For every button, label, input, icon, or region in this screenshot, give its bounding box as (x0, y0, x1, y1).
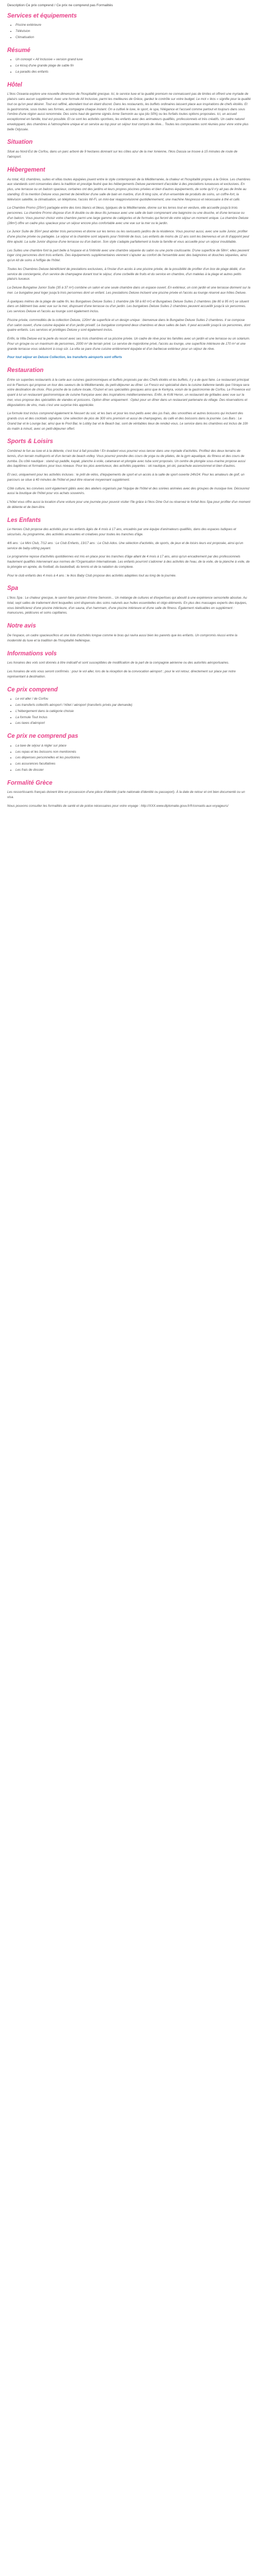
restauration-paragraph: Entre six superbes restaurants à la carte aux cuisines gastronomiques et buffets proposés par des Chefs étoilés et les buffets, il y a de quoi faire. Le restaurant principal est le Flavours qui propose un tour des saveurs de la Méditerranée, du petit-déjeuner au dîner. Le Fresco est spécialisé dans la cuisine italienne tandis que l'Anaya sera votre destination de choix. Plus proche de la culture locale, l'Ouzeri et ses spécialités grecques ainsi que le Kerkyra, voisin de la gastronomie de Corfou. Le Provence est quant à lui un restaurant gastronomique de cuisine française avec des inspirations méditerranéennes. Enfin, le Krilli Heron, un restaurant de grillades avec vue sur la mer, vous propose des spécialités de viandes et poissons. Option dîner uniquement : Optez pour un dîner dans un restaurant partenaire du village. Des réservations et dégustations de vins, mais c'est une surprise très appréciée. (7, 378, 251, 407)
restauration-section (7, 367, 251, 431)
sports-paragraph: Côté culture, les convives sont également gâtés avec des ateliers organisés par l'équipe de l'hôtel et des soirées animées avec des groupes de musique live. Découvrez aussi la boutique de l'hôtel pour vos achats souvenirs. (7, 486, 250, 496)
informations-paragraph: Les horaires de vols vous seront confirmés : pour le vol aller, lors de la réception de la convocation aéroport ; pour le vol retour, directement sur place par notre représentant à destination. (7, 670, 236, 679)
enfants-paragraph: Le Heroes Club propose des activités pour les enfants âgés de 4 mois à 17 ans, encadrés par une équipe d'animateurs qualifiés, dans des espaces ludiques et sécurisés. Au programme, des activités amusantes et créatives pour toutes les tranches d'âge. (7, 528, 236, 537)
restauration-title: Restauration (7, 367, 44, 374)
sports-paragraph: Et ceci, uniquement pour les activités incluses : le prêt de vélos, d'équipements de sport et un accès à la salle de sport ouverte 24h/24. Pour les amateurs de golf, un parcours se situe à 40 minutes de l'hôtel et peut être réservé moyennant supplément. (7, 473, 245, 482)
list-item: • Les repas et les boissons non mentionnés (15, 750, 251, 755)
prix-comprend-list (7, 697, 251, 726)
sports-section (7, 438, 251, 510)
list-item: • Piscine extérieure (15, 23, 251, 28)
resume-section (7, 47, 251, 75)
list-item: • La taxe de séjour à régler sur place (15, 743, 251, 749)
hebergement-title: Hébergement (7, 166, 45, 173)
hebergement-paragraph: La Deluxe Bungalow Junior Suite (35 à 37 m²) combine un salon et une seule chambre dans un espace ouvert. En extérieur, un coin jardin et une terrasse donnent sur la mer. Le bungalow peut loger jusqu'à trois personnes dont un enfant. Les prestations Deluxe incluent une piscine privée et l'accès au lounge réservé aux hôtes Deluxe. (7, 286, 251, 295)
hotel-title: Hôtel (7, 81, 22, 88)
hotel-section (7, 82, 251, 132)
hebergement-paragraph: Piscine privée, commodités de la collection Deluxe, 120m² de superficie et un design unique : bienvenue dans le Bungalow Deluxe Suites 2 chambres. Il se compose d'un salon ouvert, d'une cuisine équipée et d'un jardin privatif. Le bungalow comprend deux chambres et deux salles de bain. Il peut accueillir jusqu'à six personnes, dont quatre enfants. Les services et privilèges Deluxe y sont également inclus. (7, 318, 251, 332)
hebergement-paragraph: Toutes les Chambres Deluxe bénéficient de prestations exclusives, à l'instar d'un accès à une piscine privée, de la possibilité de profiter d'un box de plage dédié, d'un service de conciergerie, d'un service de champagne durant tout le séjour, d'une corbeille de fruits et du service en chambre, d'un matelas à la plage et autres petits plaisirs luxueux. (7, 267, 246, 281)
prix-comprend-title: Ce prix comprend (7, 686, 58, 693)
formalite-section (7, 780, 251, 809)
services-section (7, 13, 251, 40)
spa-title: Spa (7, 585, 19, 592)
list-item: • Les assurances facultatives (15, 761, 251, 767)
intro-nav: Description Ce prix comprend / Ce prix ne comprend pas Formalités (7, 4, 113, 7)
informations-title: Informations vols (7, 650, 57, 657)
hebergement-paragraph: À quelques mètres de la plage de sable fin, les Bungalows Deluxe Suites 1 chambre (de 58 à 60 m²) et Bungalows Deluxe Suites 2 chambres (de 80 à 95 m²) se situent dans un bâtiment bas avec vue sur la mer, disposant d'une terrasse ou d'un jardin. Les bungalows Deluxe Suites 2 chambres peuvent accueillir jusqu'à six personnes. Les services Deluxe et l'accès au lounge sont également inclus. (7, 299, 249, 314)
enfants-title: Les Enfants (7, 517, 41, 523)
transfer-note: Pour tout séjour en Deluxe Collection, les transferts aéroports sont offerts (7, 355, 122, 360)
sports-paragraph: Combinez le fun au luxe et à la détente, c'est tout à fait possible ! En évadant vous pourrez vous lancer dans une myriade d'activités. Profitez des deux terrains de tennis, d'un terrain multisports et d'un terrain de beach-volley. Vous pourrez prendre des cours de yoga ou de pilates, de la gym aquatique, du fitness et des cours de zumba. Du côté nautique : stand-up paddle, kayak, planche à voile, catamaran et plongée avec tuba sont proposés. Un centre de plongée sous-marine propose aussi des baptêmes et formations pour tous niveaux. Pour les plus aventureux, des activités payantes : ski nautique, jet-ski, parachute ascensionnel et bien d'autres. (7, 449, 246, 468)
formalite-paragraph: Les ressortissants français doivent être en possession d'une pièce d'identité (carte nationale d'identité ou passeport). À la date de retour et ont bien documenté ou un visa. (7, 790, 245, 800)
situation-title: Situation (7, 139, 33, 146)
enfants-paragraph: Le programme repose d'activités quotidiennes est mis en place pour les tranches d'âge allant de 4 mois à 17 ans, ainsi qu'un encadrement par des professionnels hautement qualifiés intervenant aux normes de l'Organisation Internationale. Les enfants pourront s'adonner à des activités de l'eau, de la voile, de la planche à voile, de la plongée en apnée, du football, du basketball, du tennis et de la natation du complexe. (7, 555, 250, 569)
list-item: • Un concept « All Inclusive » version grand luxe (15, 57, 251, 62)
hebergement-paragraph: Les Suites une chambre font la part belle à l'espace et à l'intimité avec une chambre séparée du salon ou une porte coulissante. D'une superficie de 58m², elles peuvent loger cinq personnes dont trois enfants. Des équipements supplémentaires viennent s'ajouter au confort de l'ensemble avec des baignoires et douches séparées, ainsi qu'un kit de soins à l'effigie de l'hôtel. (7, 248, 249, 263)
sports-title: Sports & Loisirs (7, 438, 53, 445)
notre-avis-paragraph: De l'espace, un cadre spacieux/Ikos et une liste d'activités longue comme le bras qui ravira aussi bien les parents que les enfants. Un compromis réussi entre la modernité du luxe et la tradition de l'hospitalité hellénique. (7, 634, 237, 642)
formalite-title: Formalité Grèce (7, 779, 53, 786)
informations-paragraph: Les horaires des vols sont donnés à titre indicatif et sont susceptibles de modification de la part de la compagnie aérienne ou des autorités aéroportuaires. (7, 661, 230, 665)
prix-comprend-section (7, 687, 251, 726)
sports-paragraph: L'hôtel vous offre aussi la location d'une voiture pour une journée pour pouvoir visiter l'île grâce à l'Ikos Dine Out ou réservez le forfait Ikos Spa pour profiter d'un moment de détente et de bien-être. (7, 500, 251, 509)
formalite-paragraph: Nous pouvons consulter les formalités de santé et de police nécessaires pour votre voyage : http://XXX.www.diplomatie.gouv.fr/fr/conseils-aux-voyageurs/ (7, 804, 229, 808)
prix-ne-comprend-section (7, 733, 251, 773)
prix-ne-comprend-list (7, 743, 251, 773)
list-item: • La paradis des enfants (15, 70, 251, 75)
notre-avis-section (7, 623, 251, 643)
prix-ne-comprend-title: Ce prix ne comprend pas (7, 733, 78, 740)
situation-paragraph: Situé au Nord-Est de Corfou, dans un parc arboré de 9 hectares donnant sur les côtes azur de la mer Ionienne, l'Ikos Dassia se trouve à 15 minutes de route de l'aéroport. (7, 150, 238, 159)
list-item: • Le kiosq d'une grande plage de sable fin (15, 63, 251, 69)
enfants-section (7, 517, 251, 579)
hotel-paragraph: L'Ikos Oceania explore une nouvelle dimension de l'hospitalité grecque. Ici, le service luxe et la qualité premium ne connaissent pas de limites et offrent une myriade de plaisirs sans aucun supplément. Avec une formule All Inclusive, parmi les meilleures de Grèce, gardez le contrôle sur votre budget. Le mot « Ikos » signifie pour la qualité tout ce qu'on peut désirer. Tout est raffiné, abondant tout en étant discret. Dans les restaurants, les buffets ordinaires laissent place aux inspirations de chefs étoilés. Et la gastronomie, sous toutes ses formes, accompagne chaque instant. On a cultivé le luxe, le sport, le spa, l'élégance et l'accueil comme partout et toujours dans sous l'ombre d'une région aussi renommée. Des soins haut de gamme signés Anne Semonin au spa (du SPA) ou les forfaits toutes options proposées. Ici, un accueil exceptionnel en famille, tout est possible. Et ce sont les activités sportives, les enfants avec des animateurs qualifiés, professionnels et très créatifs. Un cadre naturel enveloppant, des chambres à l'atmosphère unique et un service au top pour un séjour tout compris de rêve... Toutes les composantes sont réunies pour vivre votre plus belle Odyssée. (7, 92, 251, 131)
list-item: • Climatisation (15, 35, 251, 40)
boissons-paragraph: La formule tout inclus comprend également le Nessert du soir, et les bars et pour les tout-petits avec des jus frais, des smoothies et autres boissons qui incluent des grands crus et des cocktails signature. Une sélection de plus de 300 vins premium et aussi de champagnes, du café et des boissons dans la journée. Les Bars : Le Grand bar et le Lounge bar, ainsi que le Pool Bar, le Lobby bar et le Beach bar, sont de véritables lieux de rendez-vous. Le service dans les chambres est inclus de 10h du matin à minuit, avec un petit-déjeuner offert. (7, 412, 248, 431)
hebergement-paragraph: La Chambre Promo (25m²) partagée entre des tons blancs et bleus, typiques de la Méditerranée, donne sur les terres tout en verdure, elle accueille jusqu'à trois personnes. La chambre Promo dispose d'un lit double ou de deux lits jumeaux avec une salle de bain comprenant une baignoire ou une douche, et d'une terrasse ou d'un balcon. Vous pourrez choisir votre chambre parmi une large gamme de catégories et de formules qui feront de votre séjour un moment unique. La chambre Deluxe (28m²) offre un cadre plus spacieux pour un séjour encore plus confortable avec une vue sur la mer ou le jardin. (7, 206, 249, 225)
list-item: • Télévision (15, 29, 251, 34)
enfants-paragraph: 4/6 ans : Le Mini Club, 7/12 ans : Le Club Enfants, 13/17 ans : Le Club Ados. Une sélection d'activités, de sports, de jeux et de loisirs leurs est proposée, ainsi qu'un service de baby-sitting payant. (7, 541, 244, 550)
hebergement-paragraph: Le Junior Suite de 35m² peut abriter trois personnes et donne sur les terres ou les ravissants jardins de la résidence. Vous pourrez aussi, avec une suite Junior, profiter d'une piscine privée ou partagée. Le séjour et la chambre sont séparés pour l'intimité de tous. Les enfants de moins de 12 ans sont les bienvenus et un lit d'appoint peut être ajouté. La suite Junior dispose d'une terrasse ou d'un balcon. Son style s'adapte parfaitement à toute la famille et vous accueille pour un séjour inoubliable. (7, 230, 249, 244)
services-list (7, 23, 251, 40)
hebergement-section (7, 167, 251, 360)
list-item: • Les frais de dossier (15, 768, 251, 773)
resume-title: Résumé (7, 47, 30, 54)
notre-avis-title: Notre avis (7, 623, 36, 630)
services-title: Services et équipements (7, 12, 77, 19)
list-item: • Les dépenses personnelles et les pourboires (15, 755, 251, 760)
spa-paragraph: L'Ikos Spa : Le chateur grecque, le savoir-faire parisien d'Anne Semonin... Un mélange de cultures et d'expertises qui aboutit à une expérience sensorielle absolue. Au total, sept salles de traitement dont lesquelles sont dispensés des soins naturels aux huiles essentielles et oligo-éléments. En plus des massages experts des équipes, vous bénéficierez d'une piscine intérieure, d'un sauna, d'un hammam, d'une piscine intérieure et d'une salle de fitness. Également réalisables en supplément : manucures, pédicures et soins capillaires. (7, 596, 247, 615)
list-item: • Le vol aller / de Corfou (15, 697, 251, 702)
hebergement-paragraph: Enfin, la Villa Deluxe est la perle du resort avec ses trois chambres et sa piscine privée. Un cadre de rêve pour les familles avec un jardin et une terrasse ou un solarium. Pour un groupe ou un maximum de personnes, 2000 m² de terrain privé. Le service de majordome privé, l'accès au lounge, une superficie intérieure de 170 m² et une grande terrasse vous séduiront à coup sûr. La villa se pare d'une cuisine entièrement équipée et d'un barbecue extérieur pour un séjour de rêve. (7, 337, 250, 351)
list-item: • Les taxes d'aéroport (15, 721, 251, 726)
hebergement-paragraph: Au total, 411 chambres, suites et villas toutes équipées jouent entre le style contemporain de la Méditerranée, la chaleur et l'hospitalité propres à la Grèce. Les chambres aux standards sont conservées dans la tradition et prestige feutré que les hébergements Deluxe parviennent d'accéder à des prestations luxueuses et exclusives. En plus, une terrasse ou un balcon spacieux, certaines ont des jardins et leurs propres piscines privées et bien d'autres équipements, de sorte qu'il n'y ait pas de limite au standing. Et la mention Deluxe vous permet de bénéficier d'une salle de bain en marbre, d'un lit king size, et d'un ensemble de produits de soins, un coffre-fort, la télévision satellite, la climatisation, un téléphone, l'accès Wi-Fi, un mini-bar réapprovisionné quotidiennement, une machine Nespresso et nécessaire à thé et café. (7, 177, 251, 201)
list-item: • La formule Tout Inclus (15, 715, 251, 720)
spa-section (7, 585, 251, 616)
situation-section (7, 139, 251, 159)
enfants-paragraph: Pour le club enfants des 4 mois à 4 ans : le Ikos Baby Club propose des activités adaptées tout au long de la journée. (7, 573, 176, 578)
list-item: • L'hébergement dans la catégorie choisie (15, 709, 251, 714)
informations-section (7, 651, 251, 680)
resume-list (7, 57, 251, 74)
page (0, 0, 258, 818)
list-item: • Les transferts collectifs aéroport / hôtel / aéroport (transferts privés par demande) (15, 703, 251, 708)
